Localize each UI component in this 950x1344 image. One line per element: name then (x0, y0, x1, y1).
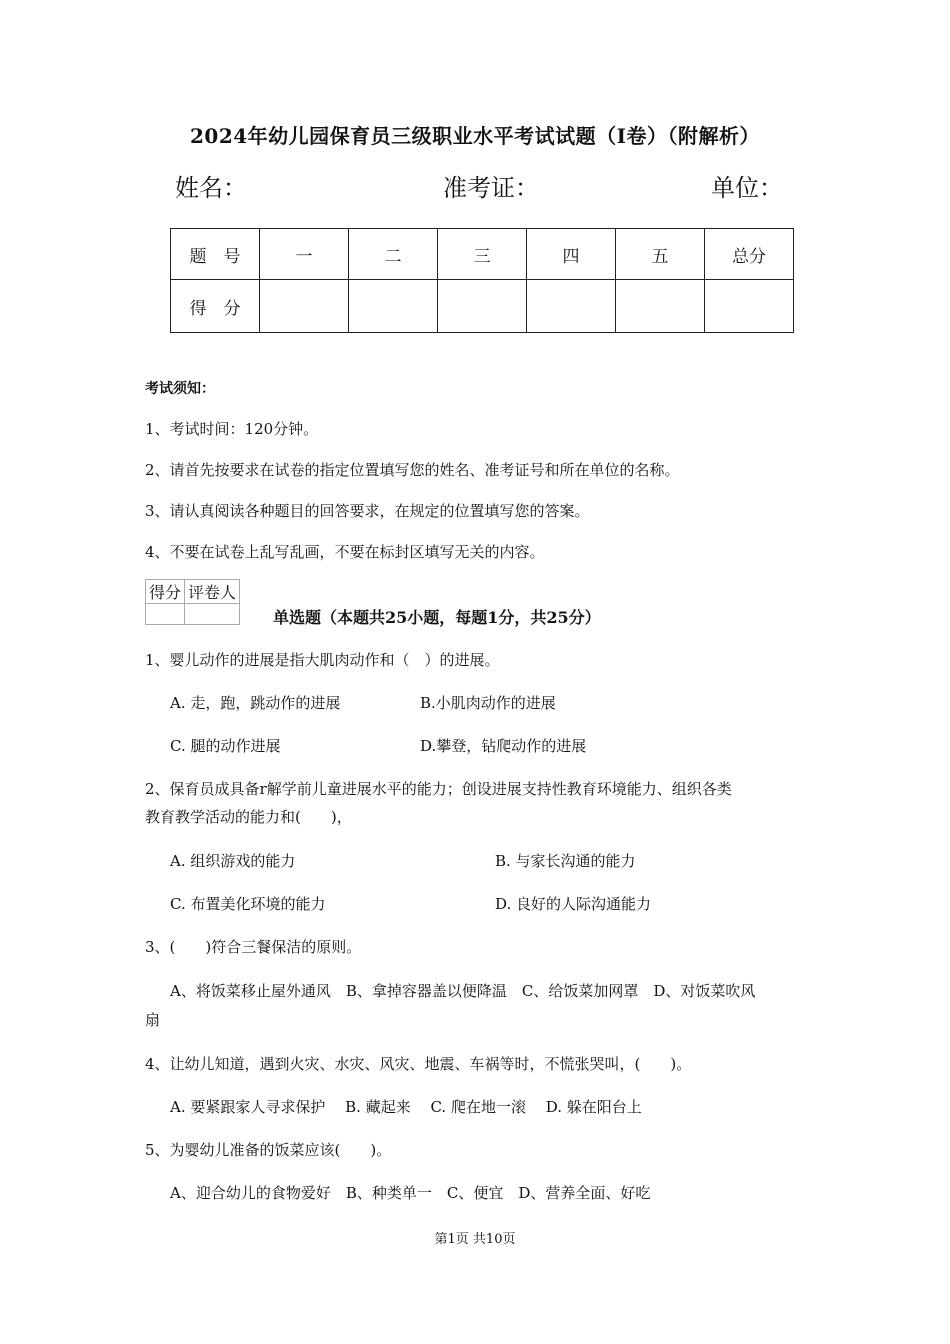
question-stem: 3、( )符合三餐保洁的原则。 (145, 938, 362, 956)
document-title: 2024年幼儿园保育员三级职业水平考试试题（I卷）（附解析） (189, 124, 761, 148)
grader-name-label: 评卷人 (185, 580, 240, 604)
score-table-header-cell: 五 (616, 229, 705, 280)
question-option: C. 腿的动作进展 (170, 737, 281, 755)
grader-name-cell (185, 604, 240, 625)
score-table-header-cell: 一 (260, 229, 349, 280)
score-table-header-cell: 总分 (705, 229, 794, 280)
notice-heading: 考试须知： (145, 381, 215, 397)
question-options: A、将饭菜移止屋外通风 B、拿掉容器盖以便降温 C、给饭菜加网罩 D、对饭菜吹风 (170, 982, 756, 1000)
score-table-header-cell: 二 (349, 229, 438, 280)
score-table-score-row (171, 280, 794, 333)
grader-score-cell (146, 604, 185, 625)
score-table (170, 228, 794, 333)
question-options: A、迎合幼儿的食物爱好 B、种类单一 C、便宜 D、营养全面、好吃 (170, 1184, 651, 1202)
section-title: 单选题（本题共25小题，每题1分，共25分） (273, 608, 601, 627)
question-option: D.攀登，钻爬动作的进展 (420, 737, 587, 755)
question-options-continued: 扇 (145, 1011, 161, 1029)
grader-score-label: 得分 (146, 580, 185, 604)
question-option: A. 走，跑，跳动作的进展 (170, 694, 341, 712)
score-cell (616, 280, 705, 333)
question-option: C. 布置美化环境的能力 (170, 895, 326, 913)
name-field-label: 姓名： (175, 174, 247, 202)
question-stem: 5、为婴幼儿准备的饭菜应该( )。 (145, 1141, 392, 1159)
unit-field-label: 单位： (711, 174, 783, 202)
question-option: B. 与家长沟通的能力 (495, 852, 636, 870)
question-stem: 4、让幼儿知道，遇到火灾、水灾、风灾、地震、车祸等时，不慌张哭叫，( )。 (145, 1055, 692, 1073)
score-cell (705, 280, 794, 333)
question-stem-continued: 教育教学活动的能力和( )， (145, 808, 352, 826)
question-options: A. 要紧跟家人寻求保护 B. 藏起来 C. 爬在地一滚 D. 躲在阳台上 (170, 1098, 642, 1116)
score-table-header-cell: 题 号 (171, 229, 260, 280)
score-cell (438, 280, 527, 333)
question-stem: 1、婴儿动作的进展是指大肌肉动作和（ ）的进展。 (145, 651, 500, 669)
question-option: A. 组织游戏的能力 (170, 852, 296, 870)
question-option: D. 良好的人际沟通能力 (495, 895, 652, 913)
score-cell (527, 280, 616, 333)
exam-id-field-label: 准考证： (443, 174, 539, 202)
score-table-header-cell: 三 (438, 229, 527, 280)
score-table-header-cell: 四 (527, 229, 616, 280)
grader-box (145, 579, 240, 625)
notice-item: 4、不要在试卷上乱写乱画，不要在标封区填写无关的内容。 (145, 543, 545, 561)
score-row-label: 得 分 (171, 280, 260, 333)
notice-item: 3、请认真阅读各种题目的回答要求，在规定的位置填写您的答案。 (145, 502, 590, 520)
score-table-header-row (171, 229, 794, 280)
page-footer: 第1页 共10页 (434, 1232, 516, 1247)
score-cell (260, 280, 349, 333)
question-option: B.小肌肉动作的进展 (420, 694, 556, 712)
notice-item: 2、请首先按要求在试卷的指定位置填写您的姓名、准考证号和所在单位的名称。 (145, 461, 680, 479)
notice-item: 1、考试时间：120分钟。 (145, 420, 319, 438)
score-cell (349, 280, 438, 333)
question-stem: 2、保育员成具备r解学前儿童进展水平的能力；创设进展支持性教育环境能力、组织各类 (145, 780, 732, 798)
